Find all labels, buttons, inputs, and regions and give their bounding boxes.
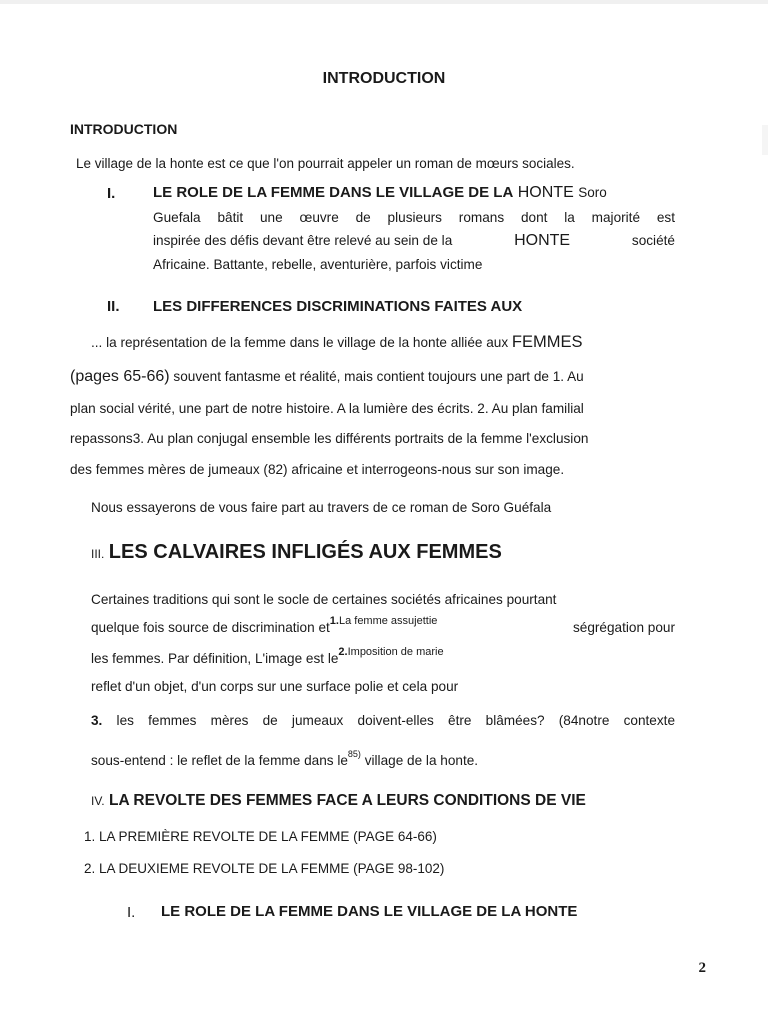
section-3-line6 bbox=[91, 741, 478, 768]
edge-shadow bbox=[762, 125, 768, 155]
footnote-2-number: 2. bbox=[338, 646, 348, 658]
section-2-line1-word: FEMMES bbox=[511, 333, 583, 351]
section-2-line2-b: souvent fantasme et réalité, mais contient toujours une part de 1. Au bbox=[173, 369, 584, 384]
section-3-line1: Certaines traditions qui sont le socle de certaines sociétés africaines pourtant bbox=[91, 592, 557, 607]
section-3-number: III. bbox=[91, 547, 105, 561]
section-3-line6-b: village de la honte. bbox=[364, 753, 479, 768]
section-1-heading: LE ROLE DE LA FEMME DANS LE VILLAGE DE LA bbox=[153, 184, 514, 201]
section-2-line1 bbox=[91, 333, 583, 352]
section-5-heading: LE ROLE DE LA FEMME DANS LE VILLAGE DE LA HONTE bbox=[161, 903, 578, 920]
section-2-line4: repassons3. Au plan conjugal ensemble les différents portraits de la femme l'exclusion bbox=[70, 431, 589, 446]
section-1-line1-tail: Soro bbox=[578, 185, 607, 200]
section-3-line6-a: sous-entend : le reflet de la femme dans le bbox=[91, 753, 348, 768]
section-3-line2 bbox=[91, 607, 675, 635]
section-3-line4: reflet d'un objet, d'un corps sur une surface polie et cela pour bbox=[91, 679, 459, 694]
list-item: 1. LA PREMIÈRE REVOLTE DE LA FEMME (PAGE 64-66) bbox=[84, 829, 437, 844]
section-2-heading: LES DIFFERENCES DISCRIMINATIONS FAITES AUX bbox=[153, 298, 523, 315]
section-1-line3 bbox=[153, 232, 675, 250]
page-title: INTRODUCTION bbox=[322, 70, 446, 87]
section-1-heading-word: HONTE bbox=[517, 184, 574, 201]
section-3-line2-b: ségrégation pour bbox=[572, 620, 675, 635]
section-1-line4: Africaine. Battante, rebelle, aventurière, parfois victime bbox=[153, 257, 483, 272]
section-3-line5-text: les femmes mères de jumeaux doivent-elles être blâmées? (84notre contexte bbox=[116, 713, 675, 728]
section-3-line5 bbox=[91, 713, 675, 728]
section-3-line2-part bbox=[91, 615, 437, 635]
footnote-85: 85) bbox=[347, 749, 361, 759]
section-3-line3 bbox=[91, 640, 444, 666]
section-1-line3-b: société bbox=[631, 233, 675, 248]
section-2-closing: Nous essayerons de vous faire part au travers de ce roman de Soro Guéfala bbox=[91, 500, 552, 515]
section-3-line2-a: quelque fois source de discrimination et bbox=[91, 620, 330, 635]
page-number: 2 bbox=[698, 960, 706, 976]
section-3-heading: LES CALVAIRES INFLIGÉS AUX FEMMES bbox=[108, 541, 502, 563]
section-2-pages: (pages 65-66) bbox=[70, 368, 170, 385]
list-item: 2. LA DEUXIEME REVOLTE DE LA FEMME (PAGE 98-102) bbox=[84, 861, 445, 876]
footnote-2-text: Imposition de marie bbox=[347, 646, 444, 658]
section-1-line3-word: HONTE bbox=[514, 232, 571, 249]
section-4-heading-line bbox=[91, 792, 586, 810]
section-3-line5-number: 3. bbox=[91, 713, 103, 728]
section-1-line3-a: inspirée des défis devant être relevé au sein de la bbox=[153, 233, 453, 248]
section-2-number: II. bbox=[107, 298, 120, 315]
footnote-1-text: La femme assujettie bbox=[338, 615, 438, 627]
section-2-line5: des femmes mères de jumeaux (82) africaine et interrogeons-nous sur son image. bbox=[70, 462, 565, 477]
subheading: INTRODUCTION bbox=[70, 121, 178, 137]
section-2-line2 bbox=[70, 368, 584, 386]
section-4-number: IV. bbox=[91, 794, 105, 808]
intro-line: Le village de la honte est ce que l'on pourrait appeler un roman de mœurs sociales. bbox=[76, 156, 575, 171]
section-4-heading: LA REVOLTE DES FEMMES FACE A LEURS CONDITIONS DE VIE bbox=[109, 792, 586, 809]
section-5-number: I. bbox=[127, 904, 136, 921]
section-2-line1-a: ... la représentation de la femme dans le village de la honte alliée aux bbox=[91, 335, 509, 350]
section-3-line3-a: les femmes. Par définition, L'image est le bbox=[91, 651, 339, 666]
section-3-heading-line bbox=[91, 541, 502, 564]
section-1-heading-line bbox=[153, 184, 607, 202]
section-1-line2: Guefala bâtit une œuvre de plusieurs romans dont la majorité est bbox=[153, 210, 675, 225]
footnote-1-number: 1. bbox=[329, 615, 339, 627]
top-border bbox=[0, 0, 768, 4]
section-2-line3: plan social vérité, une part de notre histoire. A la lumière des écrits. 2. Au plan familial bbox=[70, 401, 584, 416]
section-1-number: I. bbox=[107, 185, 116, 202]
